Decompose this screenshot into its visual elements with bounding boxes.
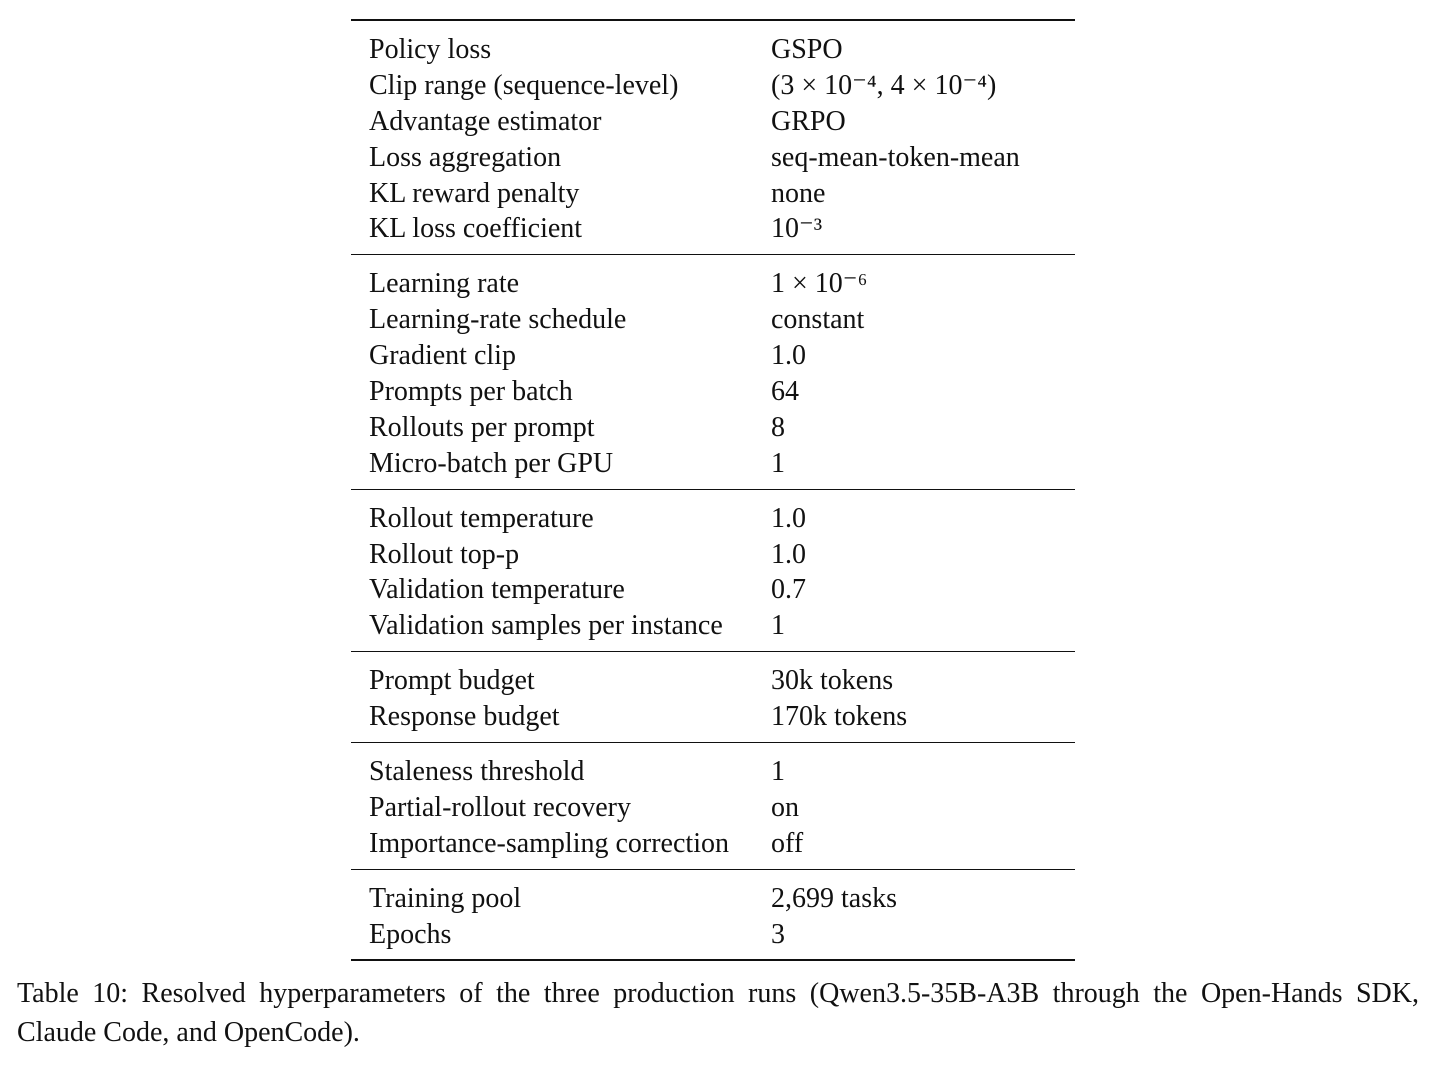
row-value: constant: [771, 304, 865, 336]
row-label: Validation samples per instance: [369, 610, 723, 642]
table-row: [351, 211, 1075, 247]
row-value: 64: [771, 375, 799, 407]
row-label: Importance-sampling correction: [369, 827, 729, 859]
table-row: [351, 826, 1075, 862]
table-group-data: [351, 870, 1075, 960]
row-label: Rollouts per prompt: [369, 411, 595, 443]
row-value: 1.0: [771, 538, 806, 570]
row-value: GSPO: [771, 33, 843, 65]
row-value: 8: [771, 411, 785, 443]
row-label: KL reward penalty: [369, 177, 580, 209]
row-label: Clip range (sequence-level): [369, 69, 679, 101]
row-value: (3 × 10⁻⁴, 4 × 10⁻⁴): [771, 69, 997, 101]
row-label: Validation temperature: [369, 574, 625, 606]
row-label: Staleness threshold: [369, 755, 585, 787]
row-label: Loss aggregation: [369, 141, 562, 173]
row-label: Rollout top-p: [369, 538, 520, 570]
row-label: Policy loss: [369, 33, 492, 65]
row-label: Advantage estimator: [369, 105, 602, 137]
table-row: [351, 537, 1075, 573]
table-row: [351, 266, 1075, 302]
row-label: KL loss coefficient: [369, 213, 583, 245]
table-group-budget: [351, 652, 1075, 742]
row-value: off: [771, 827, 804, 859]
table-row: [351, 374, 1075, 410]
table-row: [351, 302, 1075, 338]
table-row: [351, 68, 1075, 104]
hyperparameter-table: [351, 19, 1075, 961]
table-row: [351, 410, 1075, 446]
table-row: [351, 104, 1075, 140]
row-label: Gradient clip: [369, 340, 516, 372]
row-value: 1.0: [771, 340, 806, 372]
row-value: 0.7: [771, 574, 806, 606]
table-row: [351, 663, 1075, 699]
row-label: Epochs: [369, 918, 452, 950]
table-row: [351, 790, 1075, 826]
row-label: Partial-rollout recovery: [369, 791, 632, 823]
row-label: Response budget: [369, 701, 560, 733]
table-group-async: [351, 743, 1075, 869]
table-row: [351, 754, 1075, 790]
row-label: Prompt budget: [369, 665, 535, 697]
table-row: [351, 917, 1075, 953]
row-label: Rollout temperature: [369, 502, 594, 534]
table-caption: Table 10: Resolved hyperparameters of the three production runs (Qwen3.5-35B-A3B through the Open-Hands SDK, Claude Code, and OpenCode).: [17, 978, 1419, 1048]
table-group-sampling: [351, 490, 1075, 652]
table-row: [351, 881, 1075, 917]
row-value: 1: [771, 610, 785, 642]
table-row: [351, 446, 1075, 482]
table-row: [351, 338, 1075, 374]
row-value: 3: [771, 918, 785, 950]
row-value: 1 × 10⁻⁶: [771, 268, 868, 300]
table-bottom-rule: [351, 959, 1075, 961]
row-value: none: [771, 177, 826, 209]
table-group-optimization: [351, 255, 1075, 488]
table-row: [351, 608, 1075, 644]
table-row: [351, 501, 1075, 537]
row-label: Training pool: [369, 882, 522, 914]
row-label: Learning-rate schedule: [369, 304, 627, 336]
table-row: [351, 699, 1075, 735]
row-value: 10⁻³: [771, 213, 823, 245]
row-value: on: [771, 791, 799, 823]
row-label: Learning rate: [369, 268, 520, 300]
row-value: 30k tokens: [771, 665, 894, 697]
row-value: seq-mean-token-mean: [771, 141, 1020, 173]
row-value: GRPO: [771, 105, 846, 137]
row-value: 1.0: [771, 502, 806, 534]
table-row: [351, 572, 1075, 608]
table-row: [351, 32, 1075, 68]
table-group-policy: [351, 21, 1075, 254]
row-value: 170k tokens: [771, 701, 908, 733]
table-row: [351, 140, 1075, 176]
row-value: 1: [771, 755, 785, 787]
row-value: 1: [771, 447, 785, 479]
table-row: [351, 176, 1075, 212]
row-value: 2,699 tasks: [771, 882, 897, 914]
row-label: Prompts per batch: [369, 375, 573, 407]
row-label: Micro-batch per GPU: [369, 447, 614, 479]
